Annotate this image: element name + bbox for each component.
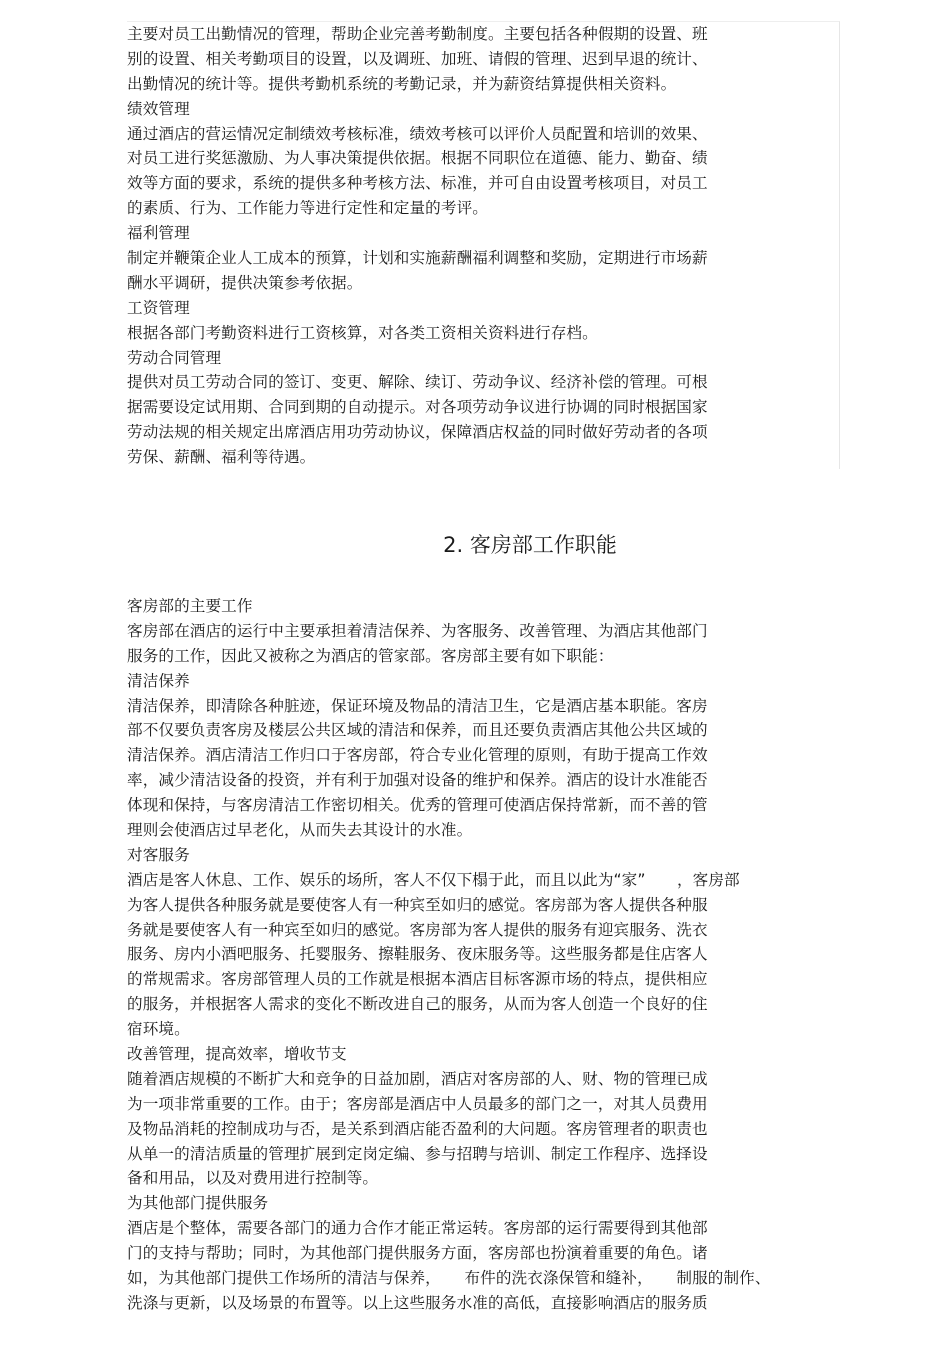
text-line: 对员工进行奖惩激励、为人事决策提供依据。根据不同职位在道德、能力、勤奋、绩 (127, 149, 708, 168)
text-line: 清洁保养，即清除各种脏迹，保证环境及物品的清洁卫生，它是酒店基本职能。客房 (127, 696, 708, 715)
text-line: 出勤情况的统计等。提供考勤机系统的考勤记录，并为薪资结算提供相关资料。 (127, 74, 677, 93)
text-line: 客房部在酒店的运行中主要承担着清洁保养、为客服务、改善管理、为酒店其他部门 (127, 621, 708, 640)
section-heading: 2. 客房部工作职能 (443, 533, 617, 557)
text-line: 为其他部门提供服务 (127, 1194, 269, 1213)
text-line: 为一项非常重要的工作。由于；客房部是酒店中人员最多的部门之一，对其人员费用 (127, 1094, 708, 1113)
text-line: 随着酒店规模的不断扩大和竞争的日益加剧，酒店对客房部的人、财、物的管理已成 (127, 1069, 708, 1088)
text-line: 为客人提供各种服务就是要使客人有一种宾至如归的感觉。客房部为客人提供各种服 (127, 895, 708, 914)
text-line: 务就是要使客人有一种宾至如归的感觉。客房部为客人提供的服务有迎宾服务、洗衣 (127, 920, 708, 939)
text-line: 酒店是个整体，需要各部门的通力合作才能正常运转。客房部的运行需要得到其他部 (127, 1219, 708, 1238)
text-line: 如，为其他部门提供工作场所的清洁与保养， 布件的洗衣涤保管和缝补， 制服的制作、 (127, 1269, 771, 1288)
text-line: 门的支持与帮助；同时，为其他部门提供服务方面，客房部也扮演着重要的角色。诸 (127, 1244, 708, 1263)
text-line: 根据各部门考勤资料进行工资核算，对各类工资相关资料进行存档。 (127, 323, 598, 342)
text-line: 别的设置、相关考勤项目的设置，以及调班、加班、请假的管理、迟到早退的统计、 (127, 49, 708, 68)
text-line: 酒店是客人休息、工作、娱乐的场所，客人不仅下榻于此，而且以此为“家” ，客房部 (127, 870, 740, 889)
text-line: 提供对员工劳动合同的签订、变更、解除、续订、劳动争议、经济补偿的管理。可根 (127, 373, 708, 392)
text-line: 洗涤与更新，以及场景的布置等。以上这些服务水准的高低，直接影响酒店的服务质 (127, 1293, 708, 1312)
text-line: 服务的工作，因此又被称之为酒店的管家部。客房部主要有如下职能： (127, 646, 614, 665)
text-line: 部不仅要负责客房及楼层公共区域的清洁和保养，而且还要负责酒店其他公共区域的 (127, 721, 708, 740)
text-line: 劳动合同管理 (127, 348, 222, 367)
text-line: 客房部的主要工作 (127, 597, 253, 615)
text-line: 的常规需求。客房部管理人员的工作就是根据本酒店目标客源市场的特点，提供相应 (127, 970, 708, 989)
text-line: 福利管理 (127, 224, 190, 243)
text-line: 宿环境。 (127, 1020, 190, 1039)
housekeeping-section-text (127, 594, 847, 1316)
text-line: 酬水平调研，提供决策参考依据。 (127, 273, 363, 292)
text-line: 制定并鞭策企业人工成本的预算，计划和实施薪酬福利调整和奖励，定期进行市场薪 (127, 249, 708, 268)
text-line: 的素质、行为、工作能力等进行定性和定量的考评。 (127, 199, 488, 218)
text-line: 体现和保持，与客房清洁工作密切相关。优秀的管理可使酒店保持常新，而不善的管 (127, 796, 708, 815)
text-line: 的服务，并根据客人需求的变化不断改进自己的服务，从而为客人创造一个良好的住 (127, 995, 708, 1014)
text-line: 清洁保养 (127, 671, 190, 690)
text-line: 通过酒店的营运情况定制绩效考核标准，绩效考核可以评价人员配置和培训的效果、 (127, 124, 708, 143)
hr-section-text (127, 21, 840, 469)
text-line: 绩效管理 (127, 99, 190, 118)
text-line: 从单一的清洁质量的管理扩展到定岗定编、参与招聘与培训、制定工作程序、选择设 (127, 1144, 708, 1163)
text-line: 率，减少清洁设备的投资，并有利于加强对设备的维护和保养。酒店的设计水准能否 (127, 771, 708, 790)
text-line: 及物品消耗的控制成功与否，是关系到酒店能否盈利的大问题。客房管理者的职责也 (127, 1119, 708, 1138)
text-line: 劳动法规的相关规定出席酒店用功劳动协议，保障酒店权益的同时做好劳动者的各项 (127, 423, 708, 442)
text-line: 劳保、薪酬、福利等待遇。 (127, 448, 316, 467)
text-line: 改善管理，提高效率，增收节支 (127, 1045, 347, 1064)
text-line: 理则会使酒店过早老化，从而失去其设计的水准。 (127, 821, 473, 840)
text-line: 服务、房内小酒吧服务、托婴服务、擦鞋服务、夜床服务等。这些服务都是住店客人 (127, 945, 708, 964)
text-line: 清洁保养。酒店清洁工作归口于客房部，符合专业化管理的原则，有助于提高工作效 (127, 746, 708, 765)
text-line: 工资管理 (127, 298, 190, 317)
text-line: 备和用品，以及对费用进行控制等。 (127, 1169, 379, 1188)
text-line: 对客服务 (127, 845, 190, 864)
text-line: 效等方面的要求，系统的提供多种考核方法、标准，并可自由设置考核项目，对员工 (127, 174, 708, 193)
text-line: 主要对员工出勤情况的管理，帮助企业完善考勤制度。主要包括各种假期的设置、班 (127, 25, 708, 43)
text-line: 据需要设定试用期、合同到期的自动提示。对各项劳动争议进行协调的同时根据国家 (127, 398, 708, 417)
